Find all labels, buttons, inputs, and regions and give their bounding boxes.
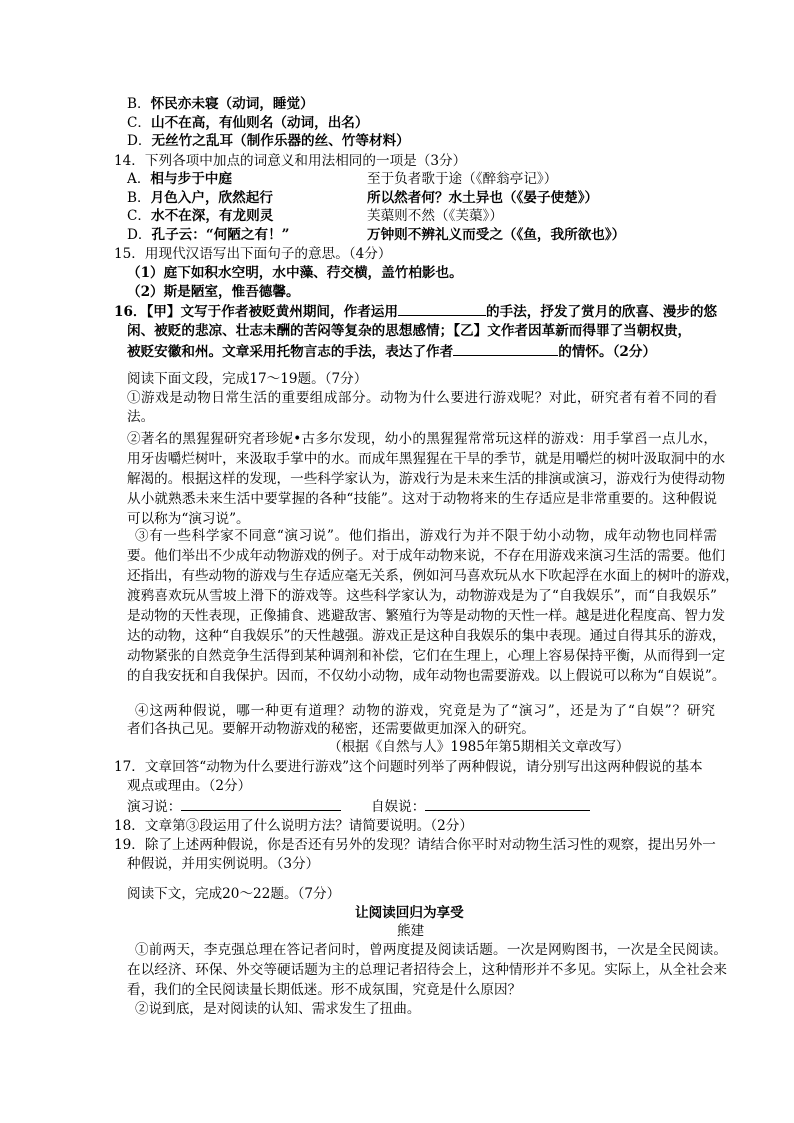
option-label: B． [127, 190, 151, 206]
q14-option-b-right: 所以然者何？水土异也（《晏子使楚》） [367, 190, 599, 206]
q14-stem: 14．下列各项中加点的词意义和用法相同的一项是（3分） [114, 153, 467, 169]
q14-option-b [127, 189, 273, 207]
option-left: 水不在深，有龙则灵 [151, 208, 274, 224]
option-label: A． [127, 171, 151, 187]
passage1-line: 是动物的天性表现，正像捕食、逃避敌害、繁殖行为等是动物的天性一样。越是进化程度高、智力发 [127, 608, 726, 624]
q16-text: 的手法，抒发了赏月的欣喜、漫步的悠 [486, 304, 718, 320]
passage1-line: 从小就熟悉未来生活中要掌握的各种“技能”。这对于动物将来的生存适应是非常重要的。这种假说 [127, 491, 717, 507]
option-text: 无丝竹之乱耳（制作乐器的丝、竹等材料） [151, 133, 410, 149]
passage1-line: ④这两种假说，哪一种更有道理？动物的游戏，究竟是为了“演习”，还是为了“自娱”？研究 [135, 703, 715, 719]
passage2-intro: 阅读下文，完成20～22题。（7分） [127, 886, 341, 902]
q13-option-d [127, 132, 410, 150]
q15-stem: 15．用现代汉语写出下面句子的意思。（4分） [114, 246, 392, 262]
q17-blank-2[interactable] [425, 797, 590, 811]
passage2-line: ①前两天，李克强总理在答记者问时，曾两度提及阅读话题。一次是网购图书，一次是全民阅读。 [135, 942, 727, 958]
q16-text: 16．【甲】文写于作者被贬黄州期间，作者运用 [114, 304, 398, 320]
passage1-line: ②著名的黑猩猩研究者珍妮•古多尔发现，幼小的黑猩猩常常玩这样的游戏：用手掌舀一点儿水， [127, 431, 717, 447]
q13-option-c [127, 114, 369, 132]
q17-line-1: 17．文章回答“动物为什么要进行游戏”这个问题时列举了两种假说，请分别写出这两种假说的基本 [114, 759, 703, 775]
passage1-source: （根据《自然与人》1985年第5期相关文章改写） [328, 739, 630, 755]
passage1-line: 用牙齿嚼烂树叶，来汲取手掌中的水。而成年黑猩猩在干旱的季节，就是用嚼烂的树叶汲取洞中的水 [127, 451, 726, 467]
q17-line-2: 观点或理由。（2分） [127, 778, 252, 794]
q17-answer-row-2 [371, 797, 590, 816]
q14-option-c [127, 207, 273, 225]
q16-text: 的情怀。（2分） [558, 344, 657, 360]
passage1-line: ③有一些科学家不同意“演习说”。他们指出，游戏行为并不限于幼小动物，成年动物也同样需 [135, 528, 717, 544]
q14-option-a-right: 至于负者歌于途（《醉翁亭记》） [367, 171, 558, 187]
passage1-line: 者们各执己见。要解开动物游戏的秘密，还需要做更加深入的研究。 [127, 721, 535, 737]
option-label: D． [127, 227, 152, 243]
q14-option-d-right: 万钟则不辨礼义而受之（《鱼，我所欲也》） [367, 227, 626, 243]
passage2-line: 在以经济、环保、外交等硬话题为主的总理记者招待会上，这种情形并不多见。实际上，从全社会来 [127, 962, 727, 978]
passage2-title: 让阅读回归为享受 [355, 905, 464, 921]
q17-label-1: 演习说： [127, 799, 182, 815]
q13-option-b [127, 95, 314, 113]
q17-blank-1[interactable] [181, 797, 341, 811]
passage1-line: ①游戏是动物日常生活的重要组成部分。动物为什么要进行游戏呢？对此，研究者有着不同的看 [127, 390, 717, 406]
q19-line-1: 19．除了上述两种假说，你是否还有另外的发现？请结合你平时对动物生活习性的观察，提出另外一 [114, 837, 716, 853]
q14-option-c-right: 芙蕖则不然（《芙蕖》） [367, 208, 503, 224]
option-left: 孔子云：“何陋之有！” [151, 227, 290, 243]
q16-blank-1[interactable] [398, 302, 486, 316]
passage1-line: 要。他们举出不少成年动物游戏的例子。对于成年动物来说，不存在用游戏来演习生活的需要。他们 [127, 548, 726, 564]
q16-line-2: 闲、被贬的悲凉、壮志未酬的苦闷等复杂的思想感情；【乙】文作者因革新而得罪了当朝权贵， [127, 323, 692, 339]
q17-label-2: 自娱说： [371, 799, 426, 815]
passage2-line: ②说到底，是对阅读的认知、需求发生了扭曲。 [135, 1001, 421, 1017]
option-label: C． [127, 115, 151, 131]
q16-line-3 [127, 342, 656, 361]
option-text: 山不在高，有仙则名（动词，出名） [151, 115, 369, 131]
option-label: D． [127, 133, 152, 149]
q15-item-1: （1）庭下如积水空明，水中藻、荇交横，盖竹柏影也。 [127, 265, 463, 281]
passage1-line: 可以称为“演习说”。 [127, 511, 250, 527]
q14-option-a [127, 170, 232, 188]
passage1-line: 达的动物，这种“自我娱乐”的天性越强。游戏正是这种自我娱乐的集中表现。通过自得其乐的游戏， [127, 628, 726, 644]
option-left: 月色入户，欣然起行 [150, 190, 273, 206]
passage1-line: 的自我安抚和自我保护。因而，不仅幼小动物，成年动物也需要游戏。以上假说可以称为“自娱说”。 [127, 668, 726, 684]
passage2-author: 熊建 [397, 923, 425, 939]
option-label: B． [127, 96, 151, 112]
q16-blank-2[interactable] [453, 342, 558, 356]
passage1-intro: 阅读下面文段，完成17～19题。（7分） [127, 371, 368, 387]
passage1-line: 法。 [127, 409, 155, 425]
passage1-line: 动物紧张的自然竞争生活得到某种调剂和补偿，它们在生理上，心理上容易保持平衡，从而得到一定 [127, 648, 726, 664]
q18: 18．文章第③段运用了什么说明方法？请简要说明。（2分） [114, 818, 473, 834]
passage1-line: 还指出，有些动物的游戏与生存适应毫无关系，例如河马喜欢玩从水下吹起浮在水面上的树叶的游戏， [127, 568, 739, 584]
q16-line-1 [114, 302, 717, 321]
passage2-line: 看，我们的全民阅读量长期低迷。形不成氛围，究竟是什么原因？ [127, 982, 522, 998]
q16-text: 被贬安徽和州。文章采用托物言志的手法，表达了作者 [127, 344, 454, 360]
option-label: C． [127, 208, 151, 224]
q17-answer-row [127, 797, 341, 816]
q19-line-2: 种假说，并用实例说明。（3分） [127, 856, 320, 872]
q14-option-d [127, 226, 289, 244]
passage1-line: 渡鸦喜欢玩从雪坡上滑下的游戏等。这些科学家认为，动物游戏是为了“自我娱乐”，而“自我娱乐” [127, 588, 717, 604]
option-text: 怀民亦未寝（动词，睡觉） [150, 96, 314, 112]
q15-item-2: （2）斯是陋室，惟吾德馨。 [127, 284, 300, 300]
option-left: 相与步于中庭 [150, 171, 232, 187]
passage1-line: 解渴的。根据这样的发现，一些科学家认为，游戏行为是未来生活的排演或演习，游戏行为使得动物 [127, 471, 726, 487]
